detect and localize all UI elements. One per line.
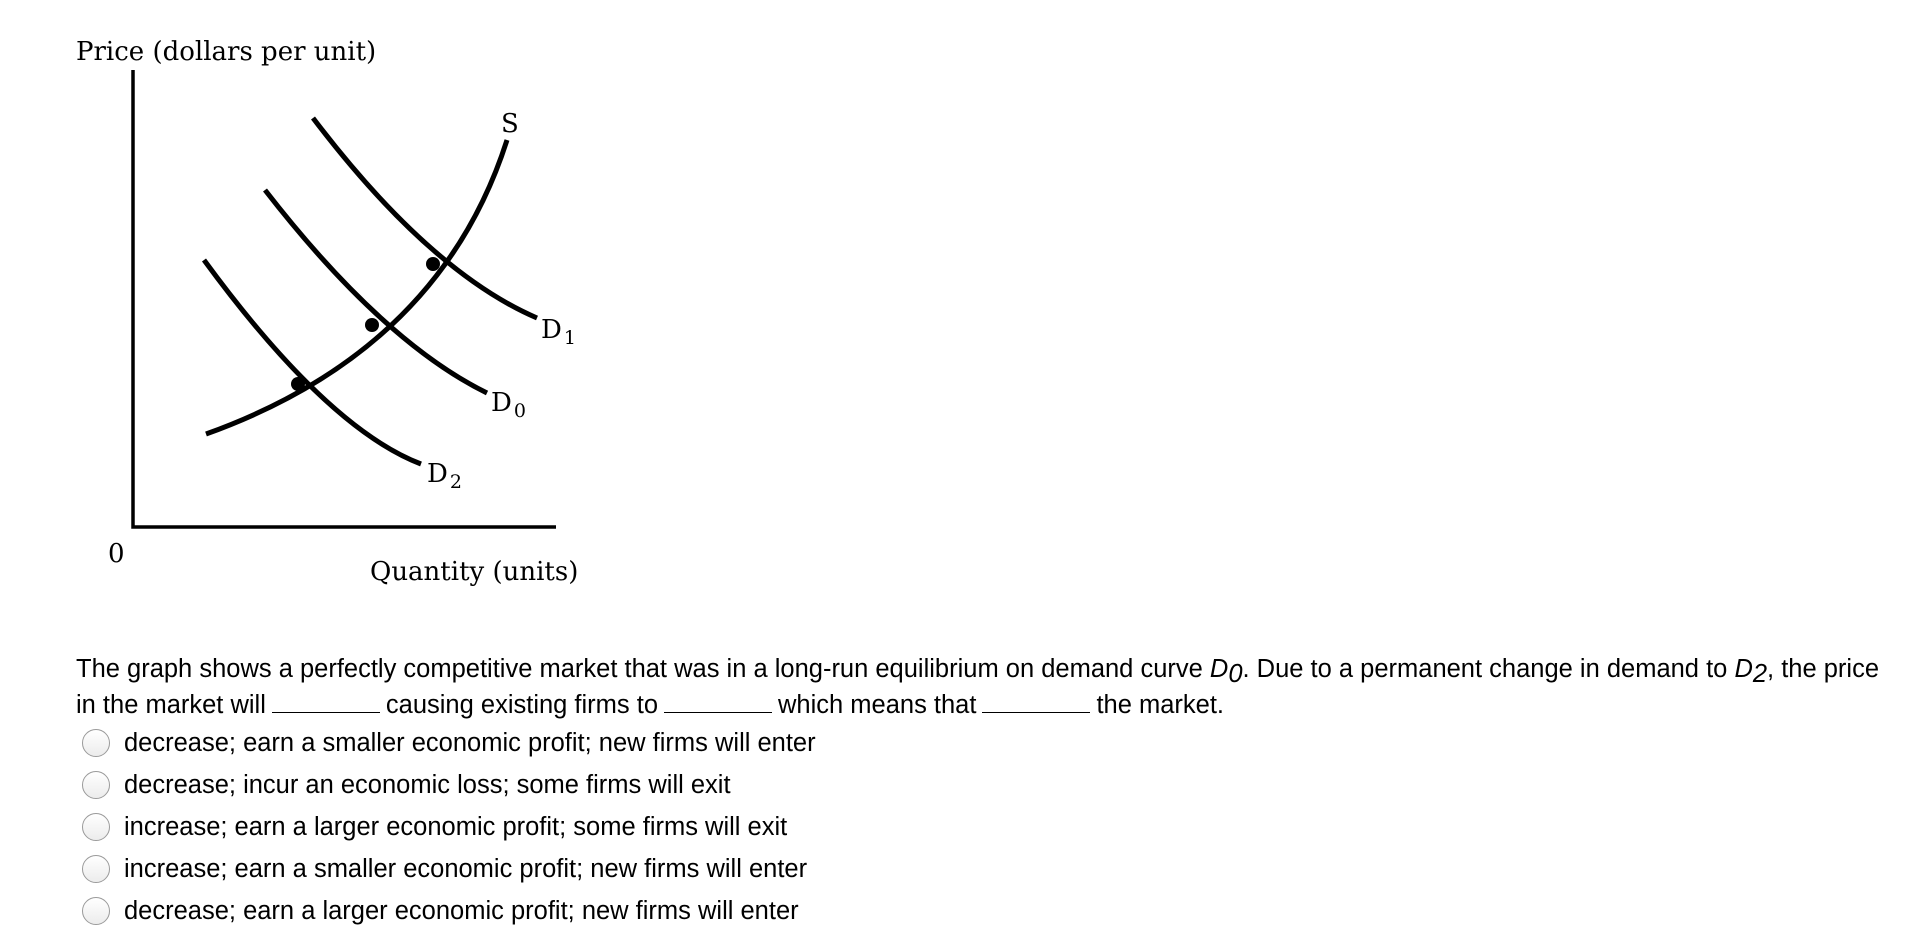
answer-choice-5[interactable] — [82, 890, 816, 932]
radio-button-3[interactable] — [82, 813, 110, 841]
answer-choice-3-label: increase; earn a larger economic profit; some firms will exit — [124, 812, 788, 841]
supply-demand-graph — [0, 0, 700, 600]
blank-2 — [664, 692, 772, 713]
demand-label-d2-subscript: 2 — [449, 471, 462, 493]
radio-button-1[interactable] — [82, 729, 110, 757]
demand-curve-d2 — [204, 260, 421, 464]
variable-d2-subscript: 2 — [1752, 660, 1768, 688]
blank-1 — [272, 692, 380, 713]
demand-label-d2-letter: D — [427, 459, 448, 489]
demand-label-d2 — [427, 459, 462, 493]
equilibrium-point-d2 — [291, 377, 305, 391]
question-part-5: which means that — [778, 691, 977, 719]
demand-label-d0-subscript: 0 — [513, 400, 526, 422]
question-text — [76, 651, 1896, 723]
answer-choice-3[interactable] — [82, 806, 816, 848]
answer-choice-4-label: increase; earn a smaller economic profit; new firms will enter — [124, 854, 808, 883]
radio-button-4[interactable] — [82, 855, 110, 883]
y-axis-label: Price (dollars per unit) — [76, 37, 377, 67]
answer-choice-5-label: decrease; earn a larger economic profit; new firms will enter — [124, 896, 799, 925]
variable-d0 — [1210, 655, 1243, 688]
question-part-2: . Due to a permanent change in demand to — [1242, 655, 1728, 683]
demand-label-d0 — [491, 388, 526, 422]
origin-label: 0 — [108, 539, 125, 569]
variable-d0-letter: D — [1209, 655, 1229, 683]
equilibrium-point-d1 — [426, 257, 440, 271]
question-part-3: , the price in the market will — [76, 655, 1880, 719]
question-part-1: The graph shows a perfectly competitive market that was in a long-run equilibrium on demand curve — [76, 655, 1203, 683]
radio-button-5[interactable] — [82, 897, 110, 925]
answer-choice-4[interactable] — [82, 848, 816, 890]
blank-3 — [982, 692, 1090, 713]
answer-choices — [82, 722, 816, 932]
axes — [133, 70, 556, 527]
demand-label-d1-subscript: 1 — [563, 327, 576, 349]
demand-curve-d0 — [265, 190, 487, 393]
supply-label: S — [501, 109, 519, 139]
answer-choice-2[interactable] — [82, 764, 816, 806]
supply-curve — [206, 140, 507, 434]
variable-d2 — [1734, 655, 1767, 688]
variable-d2-letter: D — [1734, 655, 1753, 683]
answer-choice-2-label: decrease; incur an economic loss; some firms will exit — [124, 770, 731, 799]
demand-label-d1 — [541, 315, 576, 349]
answer-choice-1[interactable] — [82, 722, 816, 764]
x-axis-label: Quantity (units) — [370, 557, 579, 587]
answer-choice-1-label: decrease; earn a smaller economic profit; new firms will enter — [124, 728, 816, 757]
question-part-6: the market. — [1096, 691, 1225, 719]
equilibrium-point-d0 — [365, 318, 379, 332]
variable-d0-subscript: 0 — [1228, 660, 1243, 688]
demand-label-d1-letter: D — [541, 315, 562, 345]
question-part-4: causing existing firms to — [385, 691, 659, 719]
demand-label-d0-letter: D — [491, 388, 512, 418]
radio-button-2[interactable] — [82, 771, 110, 799]
